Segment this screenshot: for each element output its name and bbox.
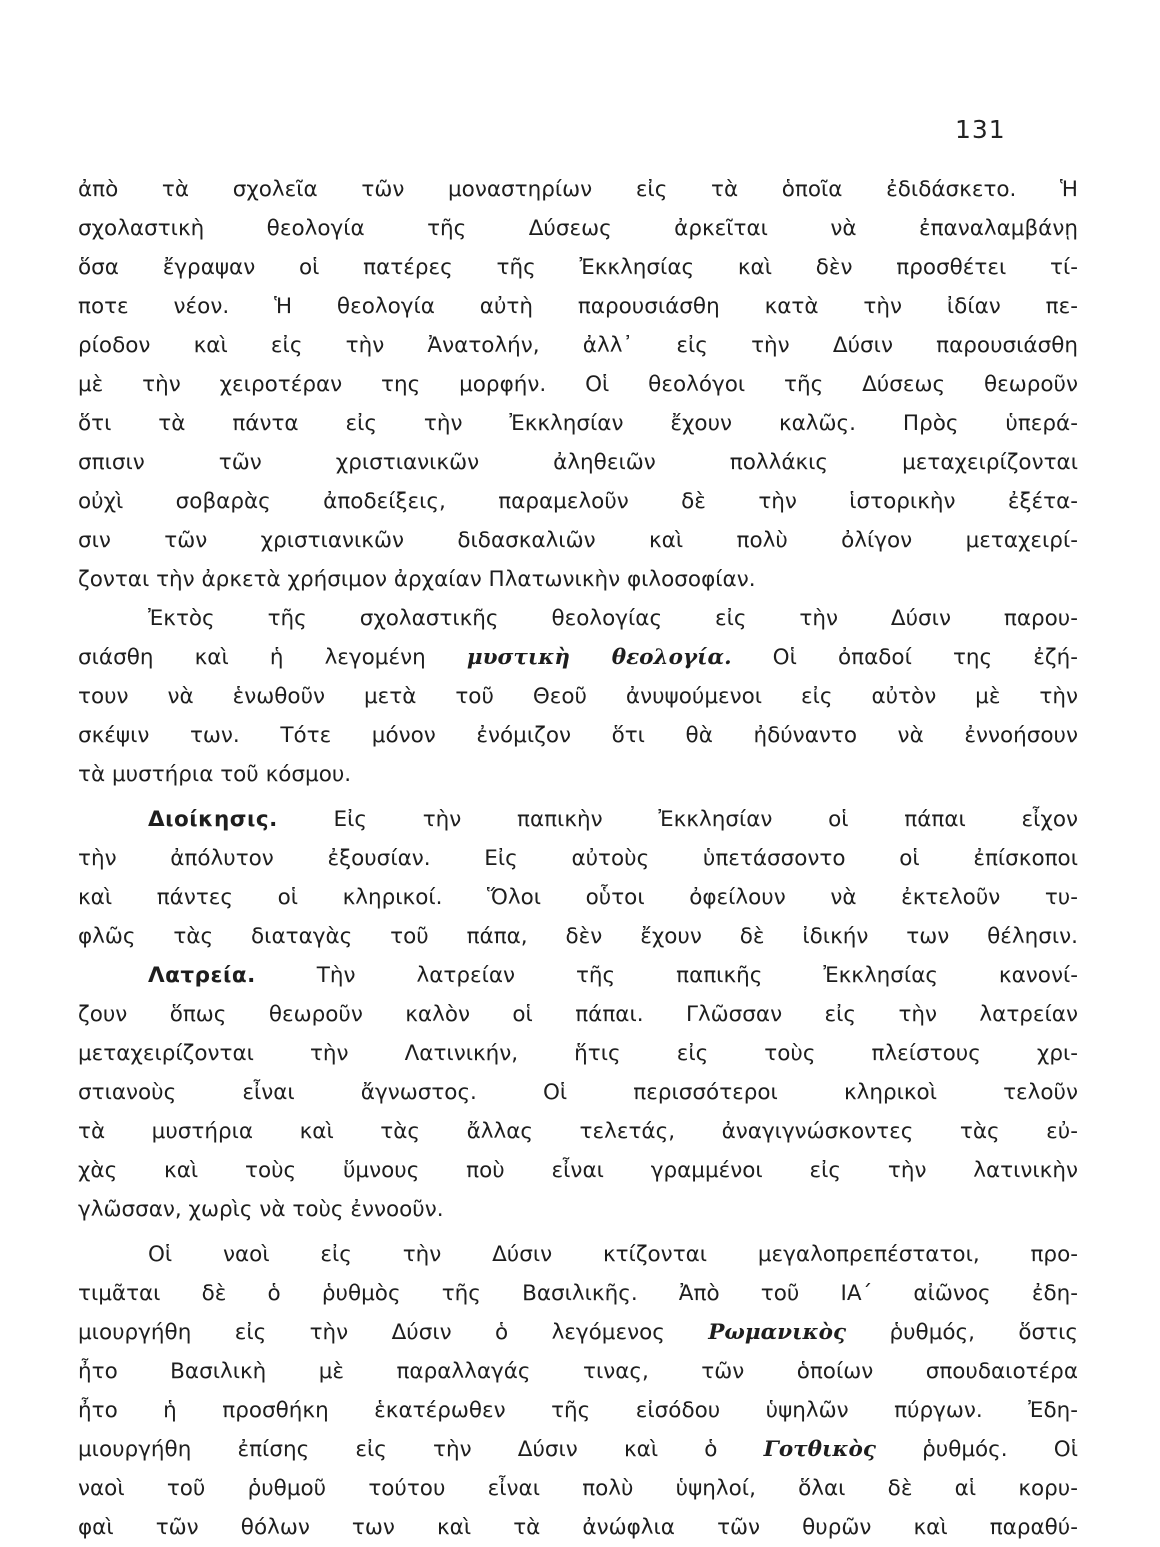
text-line <box>78 995 1078 1034</box>
line-text: γλῶσσαν, χωρὶς νὰ τοὺς ἐννοοῦν. <box>78 1197 444 1222</box>
text-line <box>78 677 1078 716</box>
text-line <box>78 638 1078 677</box>
text-line <box>78 800 1078 839</box>
text-line <box>78 1274 1078 1313</box>
line-text: μεταχειρίζονται τὴν Λατινικήν, ἥτις εἰς τοὺς πλείστους χρι- <box>78 1041 1078 1066</box>
line-text: σκέψιν των. Τότε μόνον ἐνόμιζον ὅτι θὰ ἠδύναντο νὰ ἐννοήσουν <box>78 723 1078 748</box>
text-line <box>78 443 1078 482</box>
page-number: 131 <box>955 115 1006 144</box>
line-text: Εἰς τὴν παπικὴν Ἐκκλησίαν οἱ πάπαι εἶχον <box>277 807 1078 832</box>
body-text <box>78 170 1078 1547</box>
line-text: ἦτο Βασιλικὴ μὲ παραλλαγάς τινας, τῶν ὁποίων σπουδαιοτέρα <box>78 1359 1078 1384</box>
text-line <box>78 404 1078 443</box>
text-line <box>78 1112 1078 1151</box>
line-text: ὅτι τὰ πάντα εἰς τὴν Ἐκκλησίαν ἔχουν καλῶς. Πρὸς ὑπερά- <box>78 411 1078 436</box>
line-text: φαὶ τῶν θόλων των καὶ τὰ ἀνώφλια τῶν θυρῶν καὶ παραθύ- <box>78 1515 1078 1540</box>
text-line <box>78 1508 1078 1547</box>
line-text: ἦτο ἡ προσθήκη ἑκατέρωθεν τῆς εἰσόδου ὑψηλῶν πύργων. Ἐδη- <box>78 1398 1078 1423</box>
section-heading: Λατρεία. <box>148 963 256 988</box>
emphasized-term: μυστικὴ θεολογία. <box>466 645 732 670</box>
text-line <box>78 521 1078 560</box>
text-line <box>78 956 1078 995</box>
text-line <box>78 1391 1078 1430</box>
text-line <box>78 1073 1078 1112</box>
text-line <box>78 1313 1078 1352</box>
emphasized-term: Ρωμανικὸς <box>708 1320 847 1345</box>
text-line <box>78 599 1078 638</box>
text-line <box>78 248 1078 287</box>
line-text: ποτε νέον. Ἡ θεολογία αὐτὴ παρουσιάσθη κατὰ τὴν ἰδίαν πε- <box>78 294 1078 319</box>
text-line <box>78 560 1078 599</box>
text-line <box>78 482 1078 521</box>
line-text: χὰς καὶ τοὺς ὕμνους ποὺ εἶναι γραμμένοι εἰς τὴν λατινικὴν <box>78 1158 1078 1183</box>
line-text: σχολαστικὴ θεολογία τῆς Δύσεως ἀρκεῖται νὰ ἐπαναλαμβάνῃ <box>78 216 1078 241</box>
text-line <box>78 1430 1078 1469</box>
text-line <box>78 917 1078 956</box>
text-line <box>78 1034 1078 1073</box>
line-text: Οἱ ναοὶ εἰς τὴν Δύσιν κτίζονται μεγαλοπρεπέστατοι, προ- <box>148 1242 1078 1267</box>
line-text: ρίοδον καὶ εἰς τὴν Ἀνατολήν, ἀλλ᾽ εἰς τὴν Δύσιν παρουσιάσθη <box>78 333 1078 358</box>
line-text: σιάσθη καὶ ἡ λεγομένη <box>78 645 467 670</box>
line-text: τουν νὰ ἑνωθοῦν μετὰ τοῦ Θεοῦ ἀνυψούμενοι εἰς αὐτὸν μὲ τὴν <box>78 684 1078 709</box>
line-text: μὲ τὴν χειροτέραν της μορφήν. Οἱ θεολόγοι τῆς Δύσεως θεωροῦν <box>78 372 1078 397</box>
text-line <box>78 1469 1078 1508</box>
line-text: μιουργήθη εἰς τὴν Δύσιν ὁ λεγόμενος <box>78 1320 709 1345</box>
line-text: μιουργήθη ἐπίσης εἰς τὴν Δύσιν καὶ ὁ <box>78 1437 764 1462</box>
text-line <box>78 365 1078 404</box>
emphasized-term: Γοτθικὸς <box>763 1437 876 1462</box>
line-text: τιμᾶται δὲ ὁ ῥυθμὸς τῆς Βασιλικῆς. Ἀπὸ τοῦ ΙΑ΄ αἰῶνος ἐδη- <box>78 1281 1078 1306</box>
text-line <box>78 1352 1078 1391</box>
text-line <box>78 170 1078 209</box>
line-text: τὴν ἀπόλυτον ἐξουσίαν. Εἰς αὐτοὺς ὑπετάσσοντο οἱ ἐπίσκοποι <box>78 846 1078 871</box>
line-text: ἀπὸ τὰ σχολεῖα τῶν μοναστηρίων εἰς τὰ ὁποῖα ἐδιδάσκετο. Ἡ <box>78 177 1078 202</box>
line-text: στιανοὺς εἶναι ἄγνωστος. Οἱ περισσότεροι κληρικοὶ τελοῦν <box>78 1080 1078 1105</box>
text-line <box>78 878 1078 917</box>
line-text: σπισιν τῶν χριστιανικῶν ἀληθειῶν πολλάκις μεταχειρίζονται <box>78 450 1078 475</box>
line-text: οὐχὶ σοβαρὰς ἀποδείξεις, παραμελοῦν δὲ τὴν ἱστορικὴν ἐξέτα- <box>78 489 1078 514</box>
line-text: Ἐκτὸς τῆς σχολαστικῆς θεολογίας εἰς τὴν Δύσιν παρου- <box>148 606 1078 631</box>
text-line <box>78 1235 1078 1274</box>
line-text: σιν τῶν χριστιανικῶν διδασκαλιῶν καὶ πολὺ ὀλίγον μεταχειρί- <box>78 528 1078 553</box>
text-line <box>78 209 1078 248</box>
text-line <box>78 839 1078 878</box>
text-line <box>78 287 1078 326</box>
text-line <box>78 716 1078 755</box>
line-text: ζονται τὴν ἀρκετὰ χρήσιμον ἀρχαίαν Πλατωνικὴν φιλοσοφίαν. <box>78 567 756 592</box>
line-text: Οἱ ὀπαδοί της ἐζή- <box>731 645 1078 670</box>
text-line <box>78 1190 1078 1229</box>
text-line <box>78 1151 1078 1190</box>
text-line <box>78 326 1078 365</box>
line-text: τὰ μυστήρια τοῦ κόσμου. <box>78 762 352 787</box>
line-text: τὰ μυστήρια καὶ τὰς ἄλλας τελετάς, ἀναγιγνώσκοντες τὰς εὐ- <box>78 1119 1078 1144</box>
line-text: καὶ πάντες οἱ κληρικοί. Ὅλοι οὗτοι ὀφείλουν νὰ ἐκτελοῦν τυ- <box>78 885 1078 910</box>
line-text: Τὴν λατρείαν τῆς παπικῆς Ἐκκλησίας κανονί- <box>255 963 1078 988</box>
text-line <box>78 755 1078 794</box>
line-text: φλῶς τὰς διαταγὰς τοῦ πάπα, δὲν ἔχουν δὲ ἰδικήν των θέλησιν. <box>78 924 1078 949</box>
line-text: ὅσα ἔγραψαν οἱ πατέρες τῆς Ἐκκλησίας καὶ δὲν προσθέτει τί- <box>78 255 1078 280</box>
line-text: ῥυθμός. Οἱ <box>875 1437 1078 1462</box>
line-text: ῥυθμός, ὅστις <box>846 1320 1078 1345</box>
section-heading: Διοίκησις. <box>148 807 278 832</box>
line-text: ζουν ὅπως θεωροῦν καλὸν οἱ πάπαι. Γλῶσσαν εἰς τὴν λατρείαν <box>78 1002 1078 1027</box>
line-text: ναοὶ τοῦ ῥυθμοῦ τούτου εἶναι πολὺ ὑψηλοί, ὅλαι δὲ αἱ κορυ- <box>78 1476 1078 1501</box>
